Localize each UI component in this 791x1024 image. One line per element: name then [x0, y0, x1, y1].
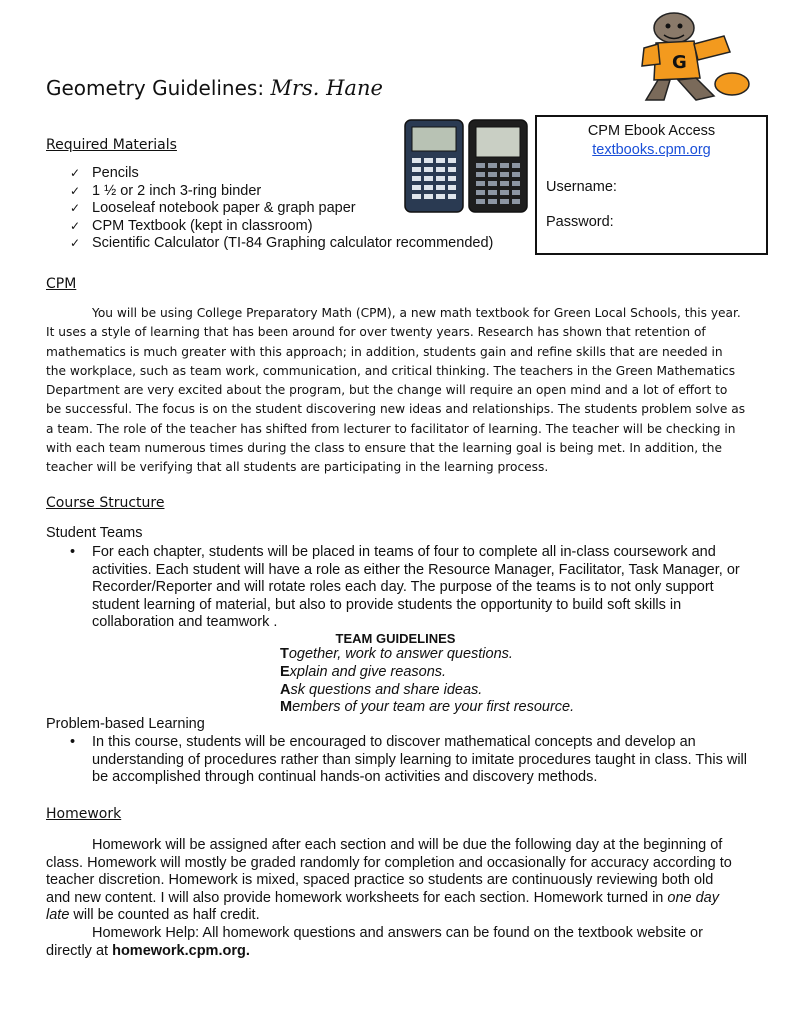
checkmark-icon: ✓ — [70, 218, 81, 233]
cpm-heading: CPM — [46, 276, 77, 292]
materials-heading: Required Materials — [46, 137, 177, 153]
guideline-line: Ask questions and share ideas. — [280, 682, 483, 698]
checkmark-icon: ✓ — [70, 201, 81, 216]
homework-link[interactable]: homework.cpm.org. — [112, 942, 250, 959]
list-item: ✓ Looseleaf notebook paper & graph paper — [70, 200, 356, 217]
teams-description: For each chapter, students will be placed in teams of four to complete all in-class coursework and activities. Each student will have a role as either the Resource Manager, Facilitator, Task Manager, or Recorder/Reporter and will rotate roles each day. The purpose of the teams is to not only support student learning of material, but also to provide students the opportunity to build soft skills in collaboration and teamwork . — [92, 544, 740, 631]
svg-text:G: G — [672, 52, 687, 73]
list-item: ✓ CPM Textbook (kept in classroom) — [70, 217, 313, 234]
bulldog-mascot-icon — [634, 8, 754, 104]
checkmark-icon: ✓ — [70, 236, 81, 251]
page-title: Geometry Guidelines: Mrs. Hane — [46, 76, 383, 100]
team-guidelines-title: TEAM GUIDELINES — [335, 631, 456, 646]
bullet-icon: • — [70, 544, 76, 560]
username-label: Username: — [546, 179, 617, 195]
list-item: ✓ Pencils — [70, 165, 139, 181]
bullet-icon: • — [70, 734, 76, 750]
pbl-description: In this course, students will be encouraged to discover mathematical concepts and develop an understanding of procedures rather than simply learning to imitate procedures taught in class. This will be accomplished through continual hands-on activities and discovery methods. — [92, 734, 747, 786]
student-teams-heading: Student Teams — [46, 525, 143, 541]
checkmark-icon: ✓ — [70, 166, 81, 180]
homework-help-paragraph: Homework Help: All homework questions and answers can be found on the textbook website or directly at homework.cpm.org. — [46, 925, 703, 959]
ebook-title: CPM Ebook Access — [587, 123, 716, 139]
list-item — [70, 734, 750, 788]
cpm-paragraph: You will be using College Preparatory Math (CPM), a new math textbook for Green Local Schools, this year. It uses a style of learning that has been around for over twenty years. Research has shown that retention of mathematics is much greater with this approach; in addition, students gain and refine skills that are needed in the workplace, such as team work, communication, and critical thinking. The teachers in the Green Mathematics Department are very excited about the program, but the change will require an open mind and a lot of effort to be successful. The focus is on the student discovering new ideas and relationships. The students problem solve as a team. The role of the teacher has shifted from lecturer to facilitator of learning. The teacher will be checking in with each team numerous times during the class to ensure that the learning goal is being met. In addition, the teacher will be verifying that all students are participating in the learning process. — [46, 306, 746, 475]
ebook-link[interactable]: textbooks.cpm.org — [592, 142, 711, 158]
list-item: ✓ Scientific Calculator (TI-84 Graphing calculator recommended) — [70, 235, 494, 252]
homework-paragraph: Homework will be assigned after each section and will be due the following day at the beginning of class. Homework will mostly be graded randomly for completion and occasionally for accuracy according to teacher discretion. Homework is mixed, spaced practice so students are continuously reviewing both old and new content. I will also provide homework worksheets for each section. Homework turned in one day late will be counted as half credit. — [46, 837, 732, 924]
password-label: Password: — [546, 214, 614, 230]
homework-heading: Homework — [46, 806, 122, 822]
teacher-name: Mrs. Hane — [270, 76, 383, 100]
list-item — [70, 544, 750, 631]
pbl-heading: Problem-based Learning — [46, 716, 205, 732]
guideline-line: Explain and give reasons. — [280, 664, 447, 680]
ebook-access-box — [535, 115, 768, 255]
list-item: ✓ 1 ½ or 2 inch 3-ring binder — [70, 182, 262, 199]
calculators-icon — [403, 118, 529, 214]
checkmark-icon: ✓ — [70, 183, 81, 198]
course-structure-heading: Course Structure — [46, 495, 165, 511]
guideline-line: Together, work to answer questions. — [280, 646, 513, 662]
guideline-line: Members of your team are your first resource. — [280, 699, 575, 715]
